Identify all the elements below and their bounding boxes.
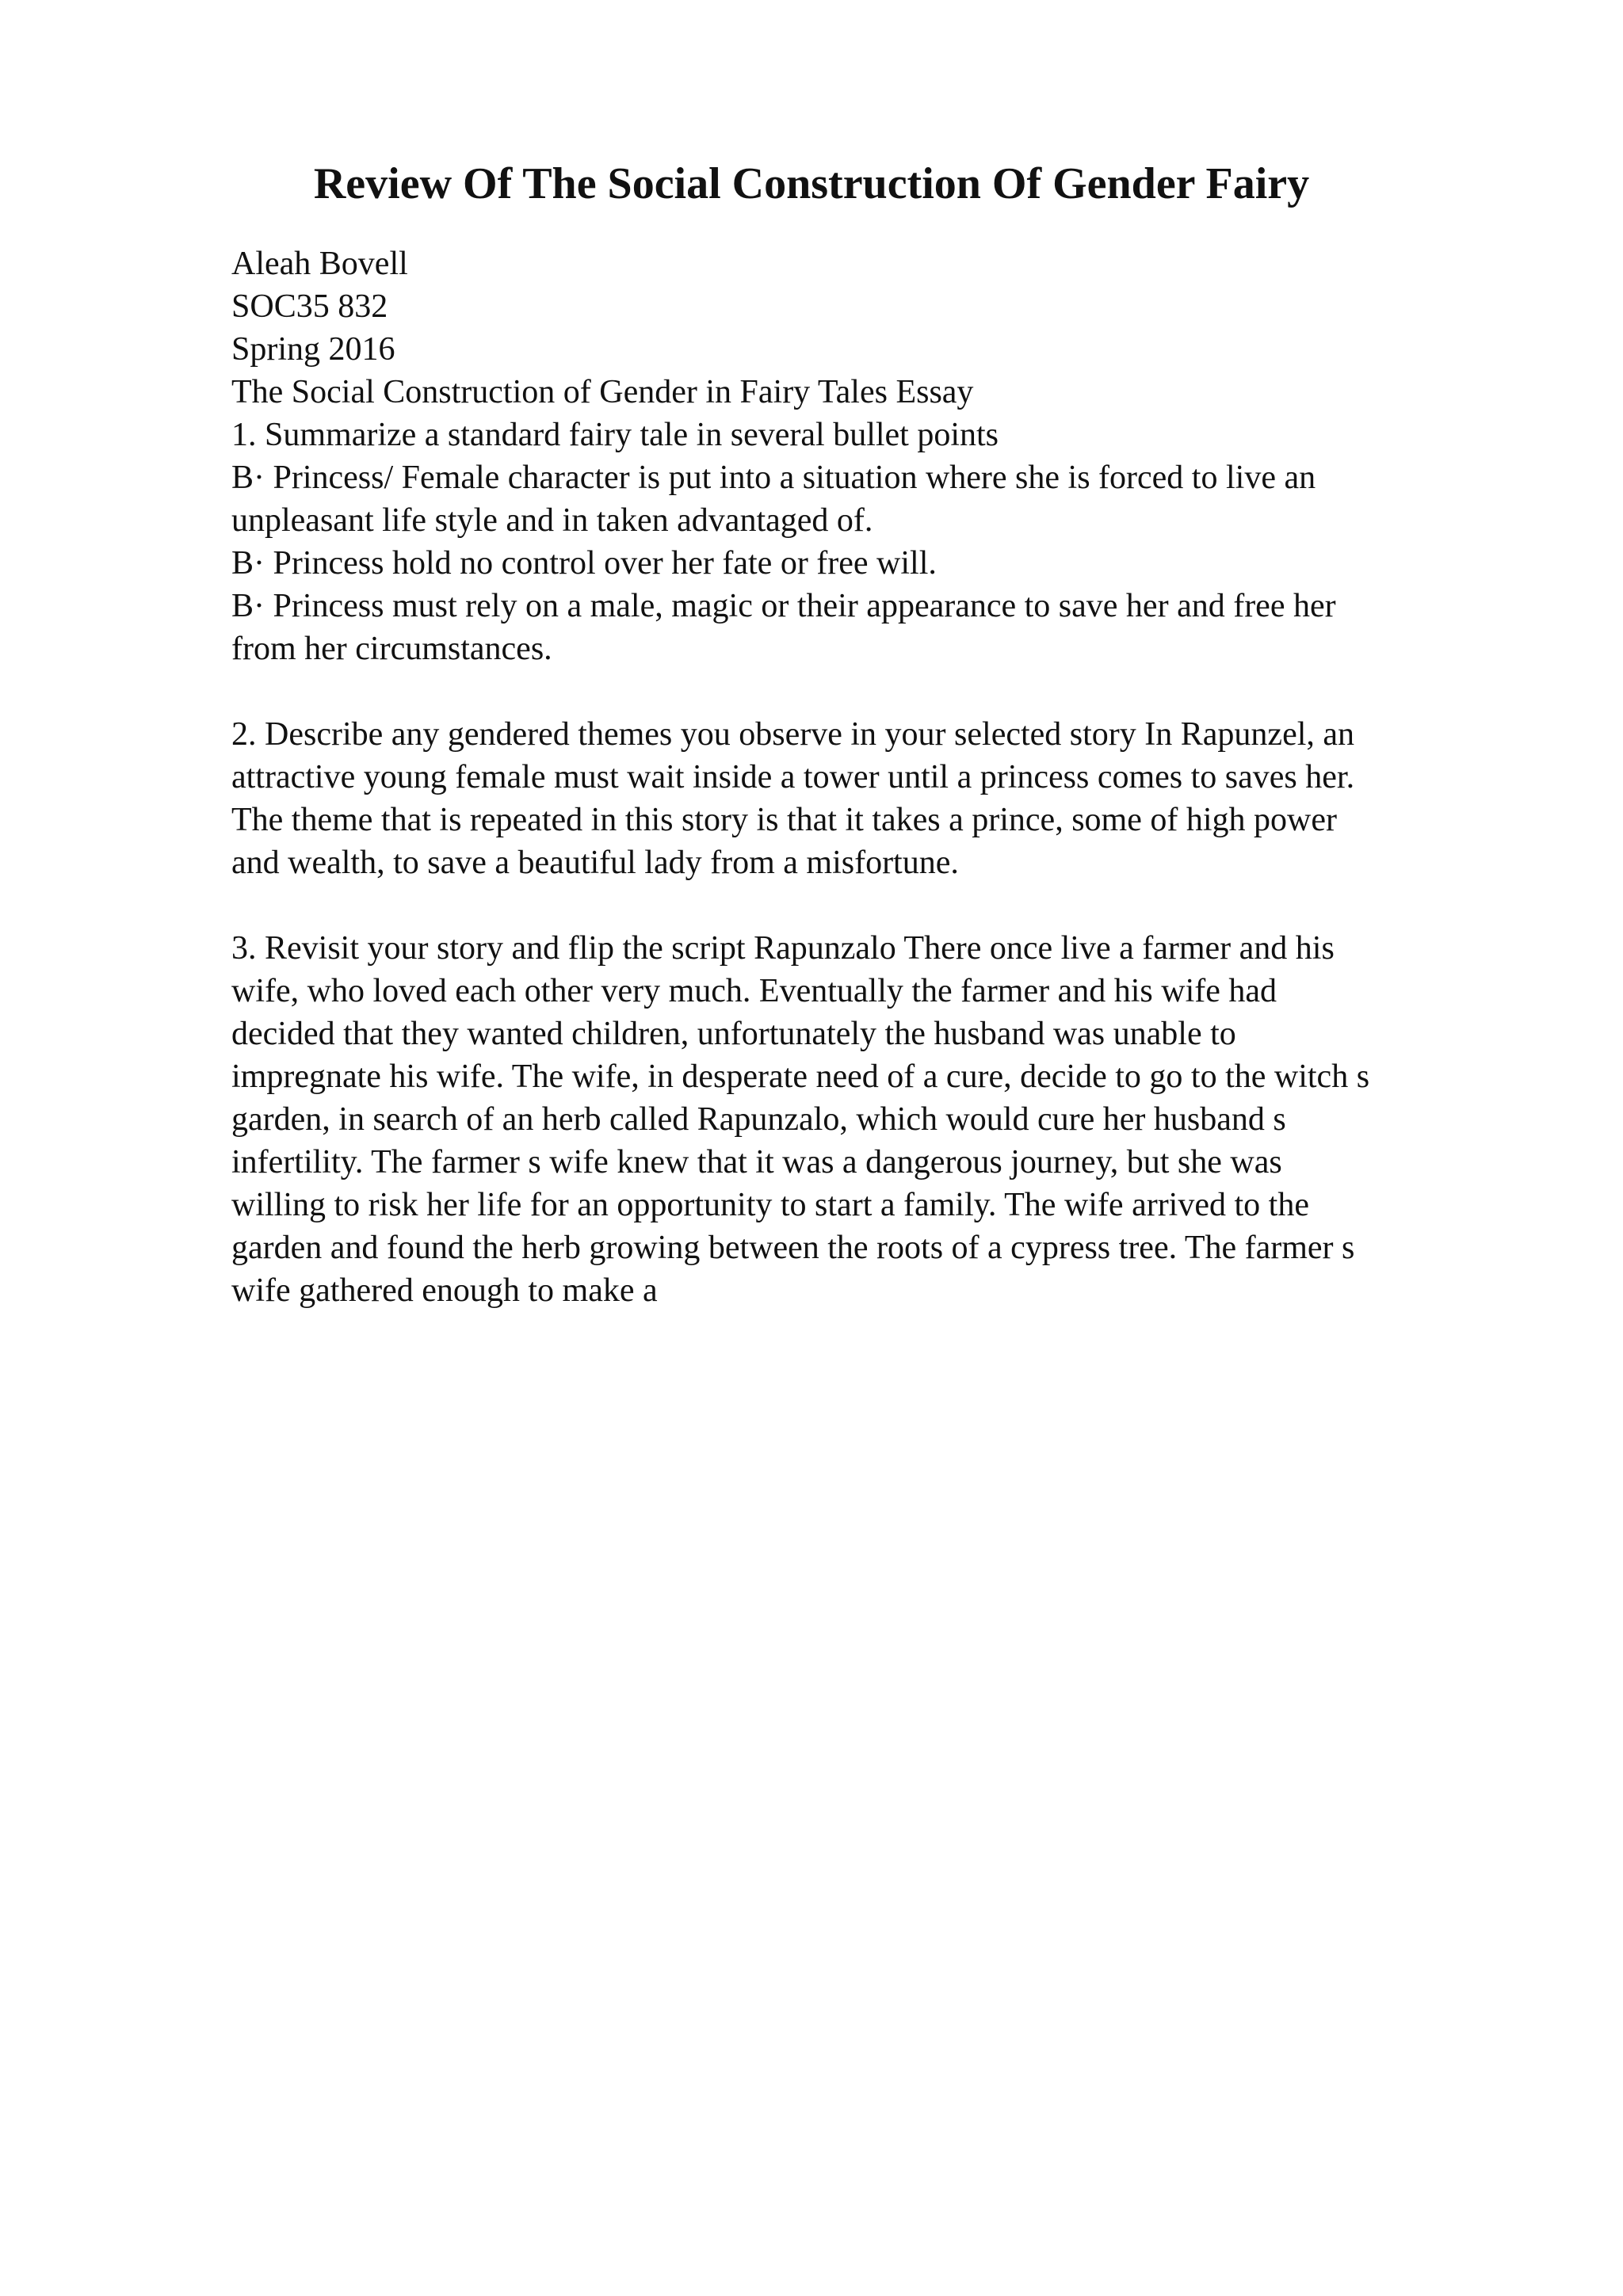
section-3-line-7: willing to risk her life for an opportunity to start a family. The wife arrived to the xyxy=(231,1187,1309,1223)
section-2-line-3: The theme that is repeated in this story is that it takes a prince, some of high power xyxy=(231,802,1337,838)
bullet-3-line-1: B· Princess must rely on a male, magic or their appearance to save her and free her xyxy=(231,588,1336,624)
section-3-line-6: infertility. The farmer s wife knew that it was a dangerous journey, but she was xyxy=(231,1144,1282,1180)
section-3-line-4: impregnate his wife. The wife, in desperate need of a cure, decide to go to the witch s xyxy=(231,1058,1370,1095)
section-3-line-1: 3. Revisit your story and flip the script Rapunzalo There once live a farmer and his xyxy=(231,930,1335,967)
section-1 xyxy=(231,414,1531,670)
section-3-line-3: decided that they wanted children, unfortunately the husband was unable to xyxy=(231,1016,1236,1052)
section-3-line-2: wife, who loved each other very much. Eventually the farmer and his wife had xyxy=(231,973,1277,1009)
paragraph-spacer xyxy=(231,670,1531,713)
document-body xyxy=(231,242,1531,1312)
document-title: Review Of The Social Construction Of Gender Fairy xyxy=(313,159,1310,208)
term: Spring 2016 xyxy=(231,331,395,368)
bullet-1-line-2: unpleasant life style and in taken advantaged of. xyxy=(231,502,873,539)
section-3-line-9: wife gathered enough to make a xyxy=(231,1272,658,1309)
question-1: 1. Summarize a standard fairy tale in several bullet points xyxy=(231,417,999,453)
section-3 xyxy=(231,927,1531,1312)
paragraph-spacer xyxy=(231,884,1531,927)
document-header xyxy=(231,242,1531,414)
author-name: Aleah Bovell xyxy=(231,246,408,282)
section-2-line-2: attractive young female must wait inside a tower until a princess comes to saves her. xyxy=(231,759,1355,795)
bullet-1-line-1: B· Princess/ Female character is put into a situation where she is forced to live an xyxy=(231,460,1316,496)
essay-title: The Social Construction of Gender in Fairy Tales Essay xyxy=(231,374,974,410)
course-code: SOC35 832 xyxy=(231,288,388,325)
section-2-line-4: and wealth, to save a beautiful lady from a misfortune. xyxy=(231,845,959,881)
section-3-line-5: garden, in search of an herb called Rapunzalo, which would cure her husband s xyxy=(231,1101,1286,1138)
bullet-3-line-2: from her circumstances. xyxy=(231,631,552,667)
section-2-line-1: 2. Describe any gendered themes you observe in your selected story In Rapunzel, an xyxy=(231,716,1355,753)
bullet-2-line-1: B· Princess hold no control over her fate or free will. xyxy=(231,545,937,582)
section-2 xyxy=(231,713,1531,884)
section-3-line-8: garden and found the herb growing between the roots of a cypress tree. The farmer s xyxy=(231,1230,1355,1266)
